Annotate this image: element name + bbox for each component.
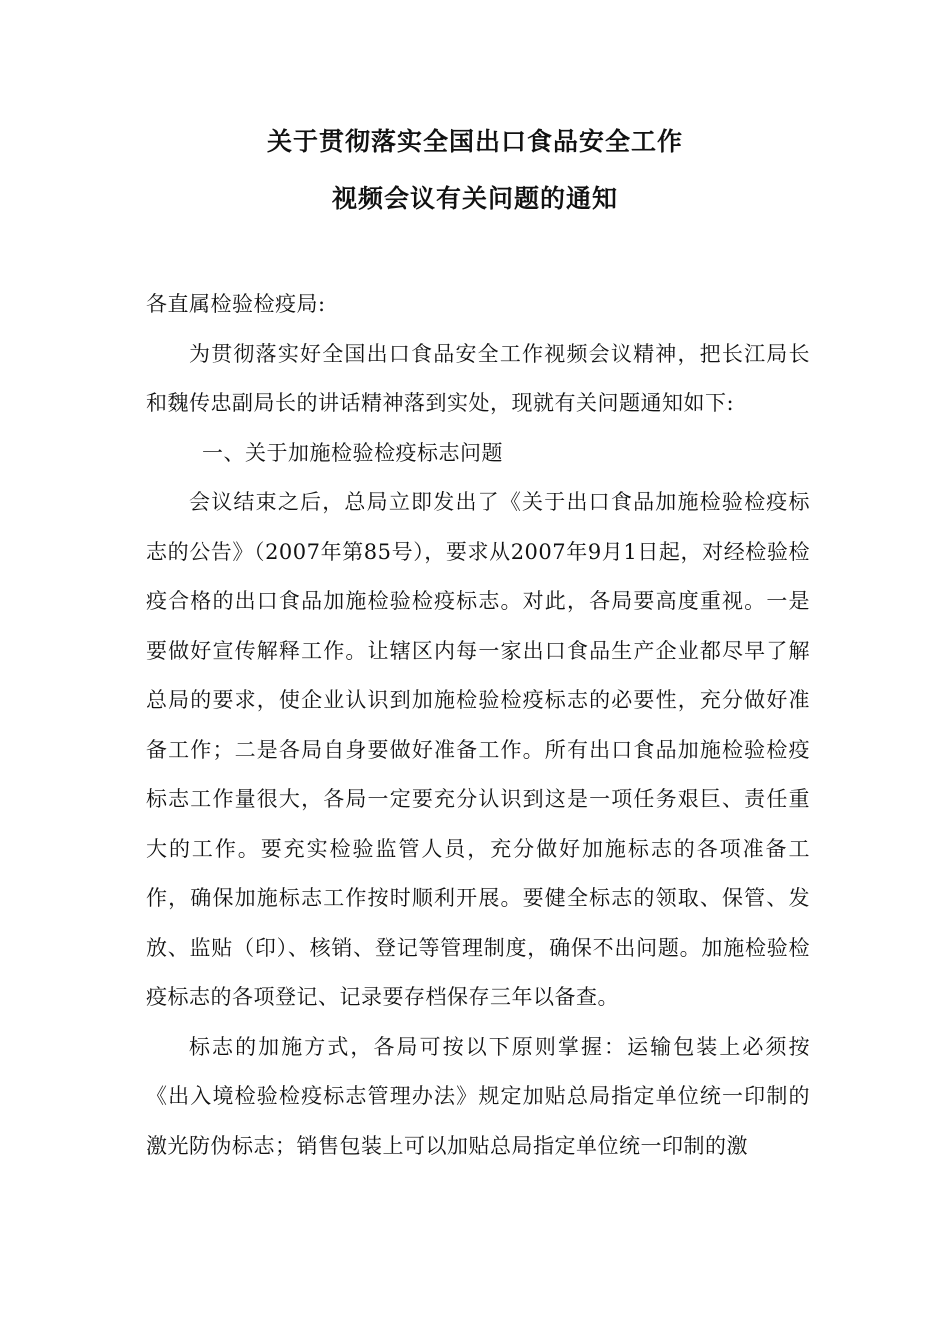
body-paragraph: 标志的加施方式，各局可按以下原则掌握：运输包装上必须按《出入境检验检疫标志管理办法》规定加贴总局指定单位统一印制的激光防伪标志；销售包装上可以加贴总局指定单位统一印制的激 (146, 1034, 810, 1158)
document-title (0, 128, 950, 213)
document-body (146, 280, 810, 1171)
salutation: 各直属检验检疫局: (146, 292, 326, 316)
body-paragraph: 会议结束之后，总局立即发出了《关于出口食品加施检验检疫标志的公告》（2007年第85号），要求从2007年9月1日起，对经检验检疫合格的出口食品加施检验检疫标志。对此，各局要高度重视。一是要做好宣传解释工作。让辖区内每一家出口食品生产企业都尽早了解总局的要求，使企业认识到加施检验检疫标志的必要性，充分做好准备工作；二是各局自身要做好准备工作。所有出口食品加施检验检疫标志工作量很大，各局一定要充分认识到这是一项任务艰巨、责任重大的工作。要充实检验监管人员，充分做好加施标志的各项准备工作，确保加施标志工作按时顺利开展。要健全标志的领取、保管、发放、监贴（印）、核销、登记等管理制度，确保不出问题。加施检验检疫标志的各项登记、记录要存档保存三年以备查。 (146, 490, 810, 1009)
intro-paragraph: 为贯彻落实好全国出口食品安全工作视频会议精神，把长江局长和魏传忠副局长的讲话精神落到实处，现就有关问题通知如下: (146, 341, 810, 415)
title-line-1: 关于贯彻落实全国出口食品安全工作 (266, 127, 683, 156)
section-heading: 一、关于加施检验检疫标志问题 (202, 440, 503, 465)
title-line-2: 视频会议有关问题的通知 (331, 184, 618, 213)
